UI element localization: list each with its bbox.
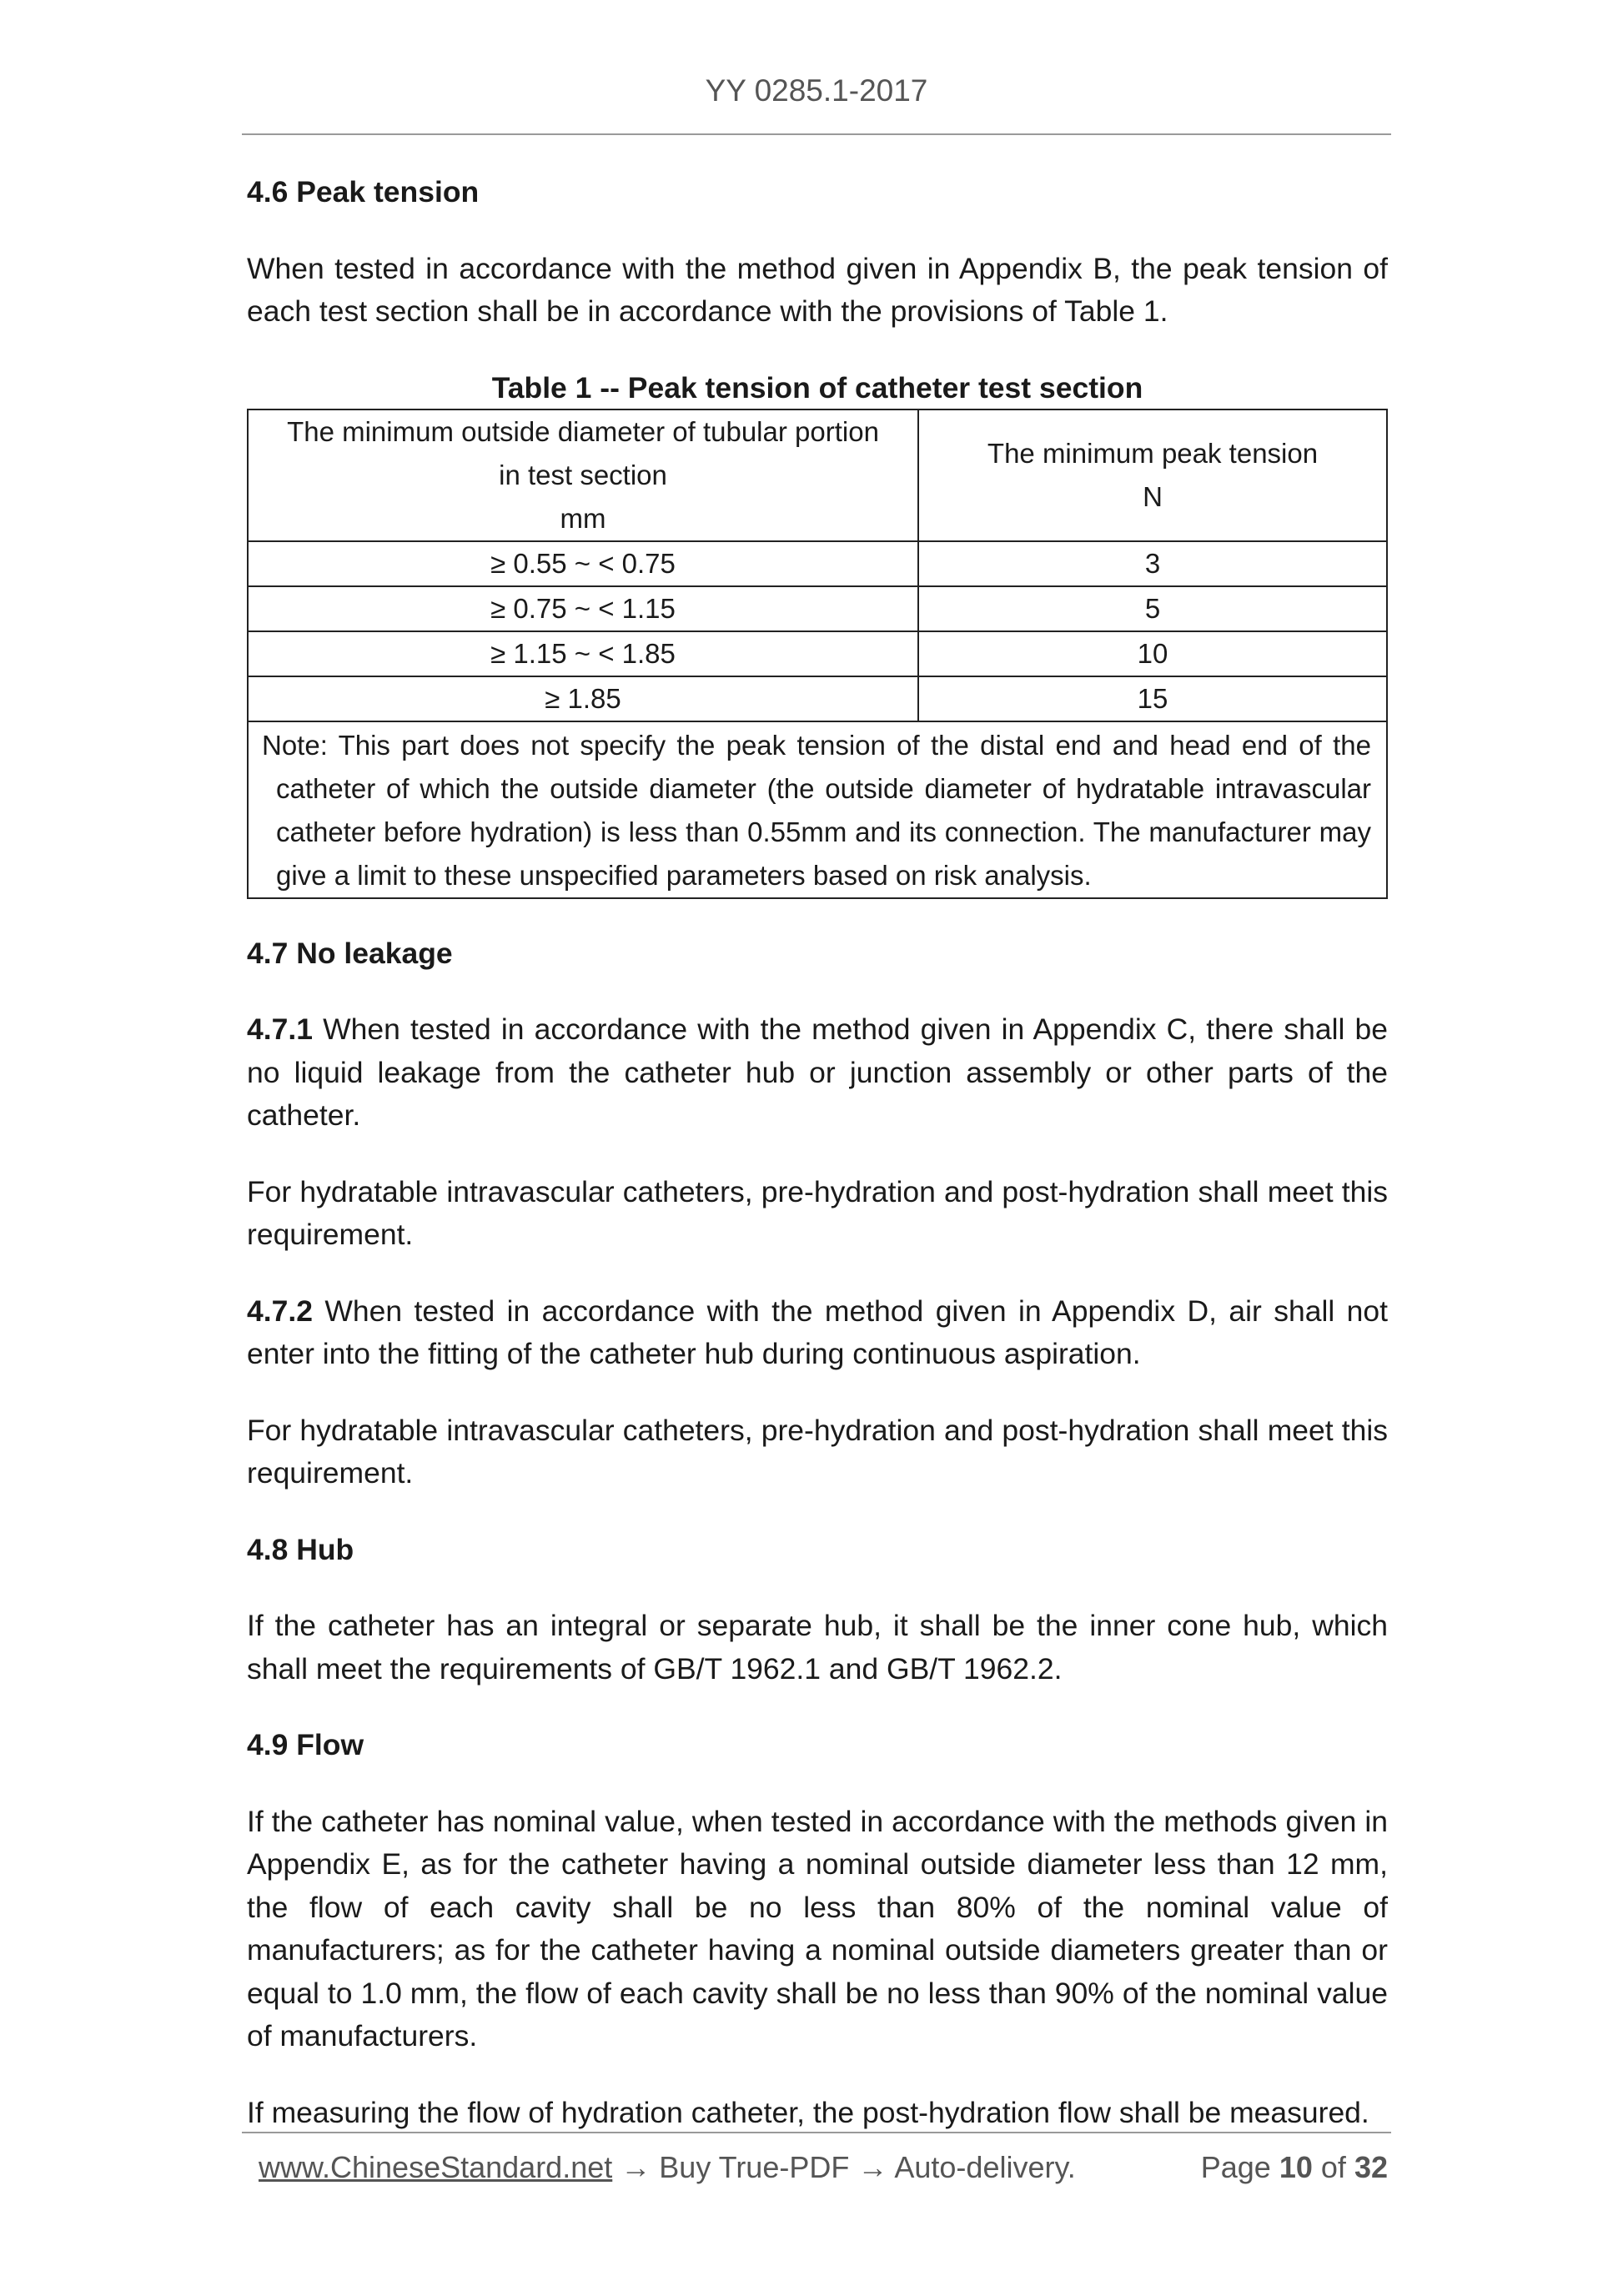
of-word: of — [1320, 2150, 1346, 2184]
table-note-cell — [248, 721, 1387, 898]
table-note: Note: This part does not specify the peak tension of the distal end and head end of the catheter of which the outside diameter (the outside diameter of hydratable intravascular catheter before hydration) is less than 0.55mm and its connection. The manufacturer may give a limit to these unspecified parameters based on risk analysis. — [262, 729, 1371, 891]
section-heading-4-7: 4.7 No leakage — [247, 936, 453, 970]
header-divider — [242, 133, 1391, 135]
clause-text: When tested in accordance with the method given in Appendix D, air shall not enter into the fitting of the catheter hub during continuous aspiration. — [247, 1294, 1388, 1370]
header-diameter-line1: The minimum outside diameter of tubular portion — [287, 415, 879, 447]
website-link[interactable]: www.ChineseStandard.net — [259, 2150, 613, 2184]
cell-diameter: ≥ 0.55 ~ < 0.75 — [248, 541, 918, 586]
arrow-icon: → — [621, 2150, 651, 2184]
cell-diameter: ≥ 1.15 ~ < 1.85 — [248, 631, 918, 676]
buy-pdf-text: Buy True-PDF — [659, 2150, 850, 2184]
header-cell-diameter — [248, 409, 918, 541]
peak-tension-table — [247, 409, 1388, 899]
clause-number: 4.7.1 — [247, 1012, 313, 1046]
table-note-row — [248, 721, 1387, 898]
table-row — [248, 676, 1387, 721]
cell-tension: 10 — [918, 631, 1387, 676]
header-tension-line1: The minimum peak tension — [987, 437, 1319, 469]
page-word: Page — [1200, 2150, 1271, 2184]
document-id-header: YY 0285.1-2017 — [705, 73, 928, 108]
header-cell-tension — [918, 409, 1387, 541]
arrow-icon: → — [857, 2150, 888, 2184]
paragraph-4-7-1-hydration: For hydratable intravascular catheters, pre-hydration and post-hydration shall meet this requirement. — [247, 1174, 1388, 1251]
cell-diameter: ≥ 0.75 ~ < 1.15 — [248, 586, 918, 631]
table-row — [248, 541, 1387, 586]
header-tension-unit: N — [1143, 480, 1163, 512]
auto-delivery-text: Auto-delivery. — [894, 2150, 1076, 2184]
header-diameter-unit: mm — [560, 502, 606, 534]
paragraph-4-9-hydration: If measuring the flow of hydration catheter, the post-hydration flow shall be measured. — [247, 2095, 1369, 2129]
cell-tension: 5 — [918, 586, 1387, 631]
cell-tension: 15 — [918, 676, 1387, 721]
paragraph-4-7-2 — [247, 1290, 1388, 1376]
footer-divider — [242, 2132, 1391, 2133]
table-title: Table 1 -- Peak tension of catheter test section — [491, 370, 1143, 404]
page-footer — [259, 2150, 1391, 2185]
section-heading-4-6: 4.6 Peak tension — [247, 175, 480, 208]
paragraph-4-7-2-hydration: For hydratable intravascular catheters, pre-hydration and post-hydration shall meet this requirement. — [247, 1413, 1388, 1490]
page-number — [1201, 2150, 1388, 2185]
cell-tension: 3 — [918, 541, 1387, 586]
header-diameter-line2: in test section — [499, 459, 667, 490]
paragraph-4-7-1 — [247, 1008, 1388, 1138]
total-pages: 32 — [1354, 2150, 1388, 2184]
table-header-row — [248, 409, 1387, 541]
clause-text: When tested in accordance with the method given in Appendix C, there shall be no liquid leakage from the catheter hub or junction assembly or other parts of the catheter. — [247, 1012, 1388, 1132]
page-content — [247, 171, 1388, 2168]
paragraph-4-6: When tested in accordance with the method given in Appendix B, the peak tension of each test section shall be in accordance with the provisions of Table 1. — [247, 251, 1388, 328]
table-row — [248, 631, 1387, 676]
section-heading-4-8: 4.8 Hub — [247, 1532, 354, 1566]
paragraph-4-8: If the catheter has an integral or separate hub, it shall be the inner cone hub, which shall meet the requirements of GB/T 1962.1 and GB/T 1962.2. — [247, 1609, 1388, 1686]
table-row — [248, 586, 1387, 631]
current-page: 10 — [1279, 2150, 1313, 2184]
section-heading-4-9: 4.9 Flow — [247, 1728, 364, 1761]
clause-number: 4.7.2 — [247, 1294, 313, 1328]
cell-diameter: ≥ 1.85 — [248, 676, 918, 721]
paragraph-4-9-flow: If the catheter has nominal value, when tested in accordance with the methods given in Appendix E, as for the catheter having a nominal outside diameter less than 12 mm, the flow of each cavity shall be no less than 80% of the nominal value of manufacturers; as for the catheter having a nominal outside diameters greater than or equal to 1.0 mm, the flow of each cavity shall be no less than 90% of the nominal value of manufacturers. — [247, 1804, 1388, 2052]
